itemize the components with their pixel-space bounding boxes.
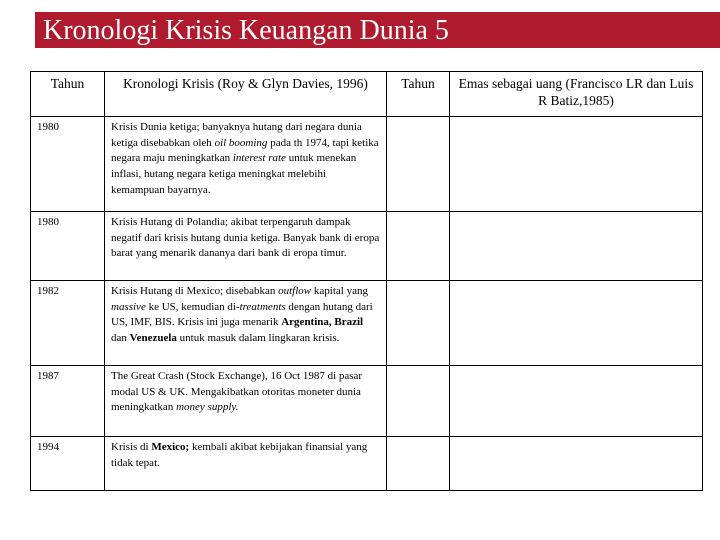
header-chronology: Kronologi Krisis (Roy & Glyn Davies, 1996): [105, 72, 387, 117]
year-cell: 1994: [31, 437, 105, 491]
text-segment: untuk masuk dalam lingkaran krisis.: [176, 332, 340, 345]
description-cell: [105, 212, 387, 281]
text-segment: untuk menekan inflasi, hutang negara ketiga meningkat melebihi kemampuan bayarnya.: [111, 152, 357, 196]
description-cell: [105, 281, 387, 366]
table-row: [31, 437, 703, 491]
text-segment: ke US, kemudian di-: [145, 300, 240, 313]
bold-text: Mexico;: [151, 441, 190, 453]
year-cell: 1980: [31, 117, 105, 212]
table-row: [31, 212, 703, 281]
year-cell: 1980: [31, 212, 105, 281]
text-segment: Krisis Dunia ketiga; banyaknya hutang dari negara dunia ketiga disebabkan oleh: [111, 121, 362, 149]
gold-cell: [450, 281, 703, 366]
table-row: [31, 366, 703, 437]
gold-cell: [450, 437, 703, 491]
slide-title: Kronologi Krisis Keuangan Dunia 5: [43, 15, 449, 46]
description-cell: [105, 437, 387, 491]
description-cell: [105, 366, 387, 437]
year2-cell: [387, 281, 450, 366]
year2-cell: [387, 212, 450, 281]
table-row: [31, 281, 703, 366]
year2-cell: [387, 366, 450, 437]
italic-text: outflow: [278, 285, 312, 297]
text-segment: dan: [111, 332, 130, 345]
chronology-table: [30, 71, 703, 491]
bold-text: Argentina, Brazil: [281, 316, 364, 329]
year2-cell: [387, 437, 450, 491]
year-cell: 1982: [31, 281, 105, 366]
text-segment: kapital yang: [311, 285, 368, 297]
italic-text: massive: [111, 300, 146, 313]
text-segment: Krisis Hutang di Polandia; akibat terpengaruh dampak negatif dari krisis hutang dunia ketiga. Banyak bank di eropa barat yang menarik dananya dari bank di eropa timur.: [111, 216, 380, 260]
gold-cell: [450, 366, 703, 437]
italic-text: money supply.: [176, 401, 239, 414]
text-segment: dengan hutang dari US, IMF, BIS. Krisis ini juga menarik: [111, 300, 373, 329]
text-segment: kembali akibat kebijakan finansial yang tidak tepat.: [111, 441, 368, 469]
italic-text: interest rate: [232, 152, 286, 165]
text-segment: pada th 1974, tapi ketika negara maju meningkatkan: [111, 136, 379, 165]
table-row: [31, 117, 703, 212]
bold-text: Venezuela: [129, 332, 177, 345]
title-bar: [35, 12, 720, 48]
italic-text: oil booming: [214, 136, 268, 149]
description-cell: [105, 117, 387, 212]
header-gold-as-money: Emas sebagai uang (Francisco LR dan Luis R Batiz,1985): [450, 72, 703, 117]
header-year-2: Tahun: [387, 72, 450, 117]
text-segment: The Great Crash (Stock Exchange), 16 Oct 1987 di pasar modal US & UK. Mengakibatkan otoritas moneter dunia meningkatkan: [111, 370, 363, 414]
year2-cell: [387, 117, 450, 212]
gold-cell: [450, 117, 703, 212]
table-header-row: [31, 72, 703, 117]
italic-text: treatments: [239, 300, 286, 313]
text-segment: Krisis Hutang di Mexico; disebabkan: [111, 285, 279, 297]
year-cell: 1987: [31, 366, 105, 437]
text-segment: Krisis di: [111, 441, 152, 453]
header-year: Tahun: [31, 72, 105, 117]
gold-cell: [450, 212, 703, 281]
